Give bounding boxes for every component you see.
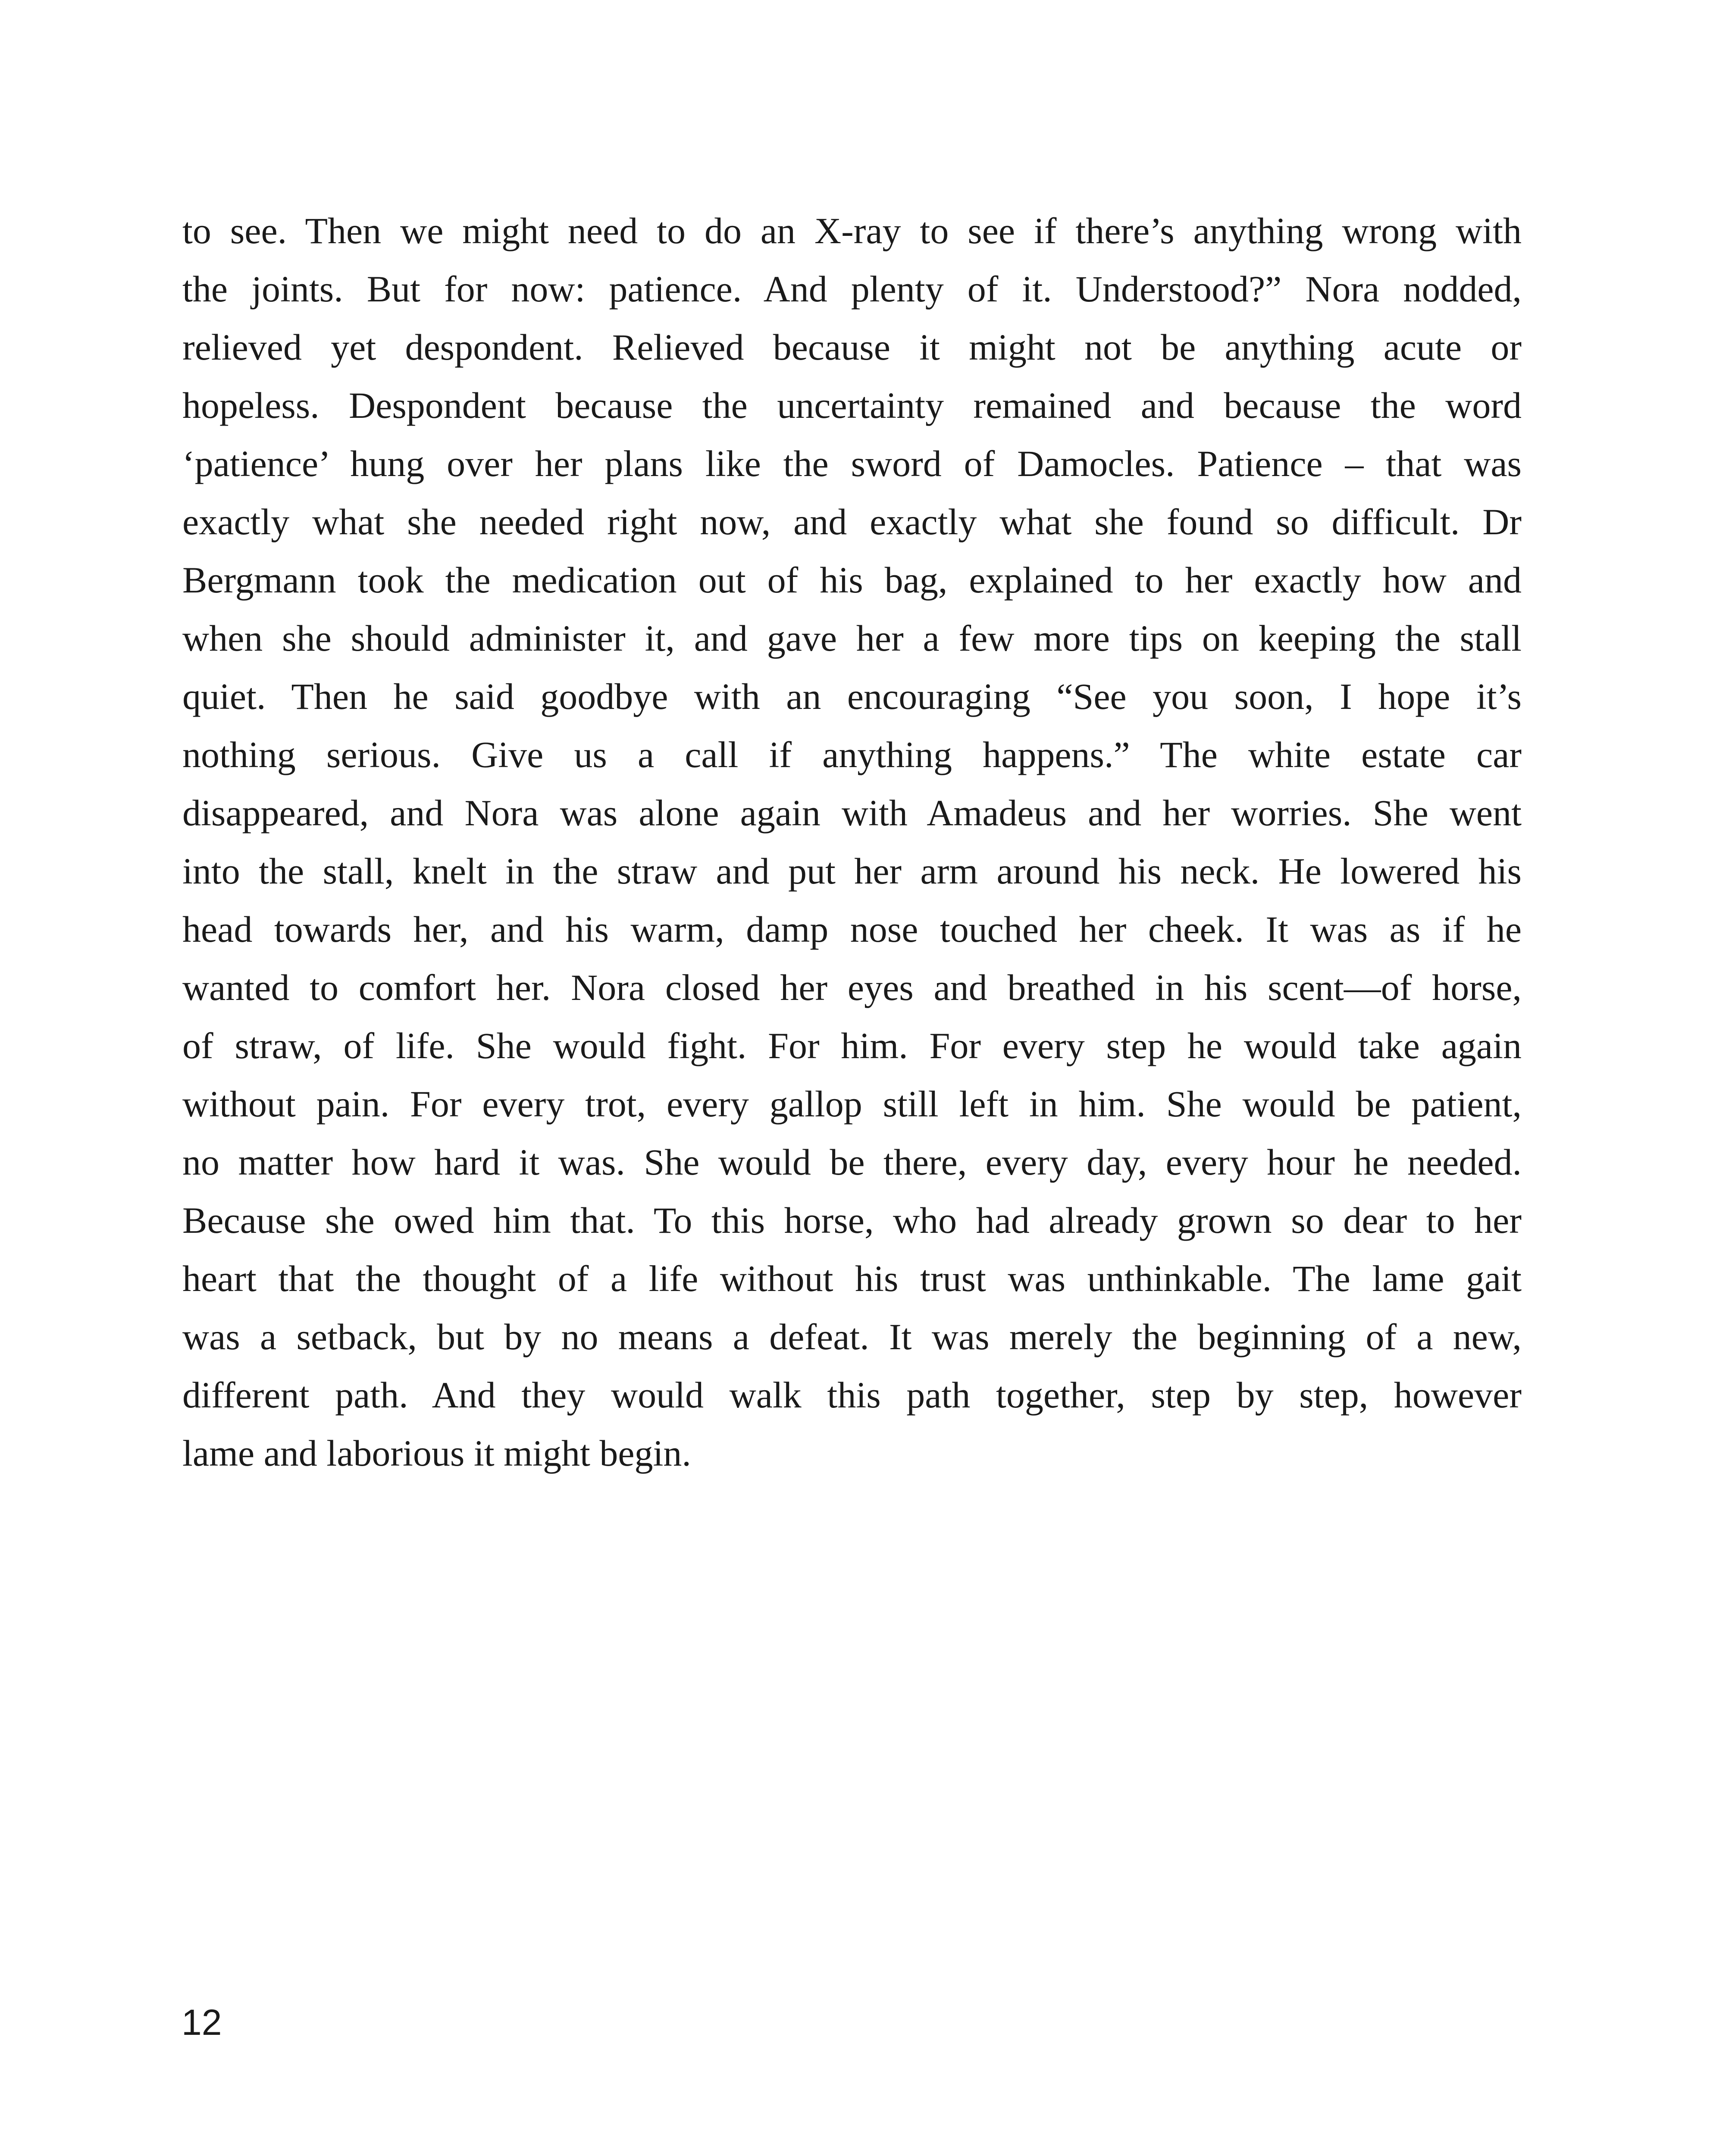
text-line: head towards her, and his warm, damp nose touched her cheek. It was as if he [182, 909, 1522, 950]
text-line: relieved yet despondent. Relieved because it might not be anything acute or [182, 326, 1522, 368]
text-line: of straw, of life. She would fight. For him. For every step he would take again [182, 1025, 1522, 1066]
text-line: when she should administer it, and gave her a few more tips on keeping the stall [182, 617, 1522, 659]
text-line: without pain. For every trot, every gallop still left in him. She would be patient, [182, 1083, 1522, 1125]
text-line: lame and laborious it might begin. [182, 1432, 691, 1474]
text-line: ‘patience’ hung over her plans like the sword of Damocles. Patience – that was [182, 443, 1522, 484]
text-line: no matter how hard it was. She would be there, every day, every hour he needed. [182, 1141, 1522, 1183]
text-line: quiet. Then he said goodbye with an encouraging “See you soon, I hope it’s [182, 676, 1522, 717]
body-paragraph [182, 202, 1522, 1482]
text-line: Because she owed him that. To this horse, who had already grown so dear to her [182, 1200, 1522, 1241]
text-line: wanted to comfort her. Nora closed her eyes and breathed in his scent—of horse, [182, 967, 1522, 1008]
text-line: exactly what she needed right now, and exactly what she found so difficult. Dr [182, 501, 1522, 542]
page-number: 12 [182, 2002, 222, 2043]
text-line: to see. Then we might need to do an X-ray to see if there’s anything wrong with [182, 210, 1522, 251]
text-line: into the stall, knelt in the straw and put her arm around his neck. He lowered his [182, 850, 1522, 892]
text-line: was a setback, but by no means a defeat. It was merely the beginning of a new, [182, 1316, 1522, 1357]
text-line: disappeared, and Nora was alone again with Amadeus and her worries. She went [182, 792, 1522, 834]
text-line: hopeless. Despondent because the uncertainty remained and because the word [182, 385, 1522, 426]
text-line: different path. And they would walk this path together, step by step, however [182, 1374, 1522, 1416]
text-line: nothing serious. Give us a call if anything happens.” The white estate car [182, 734, 1522, 775]
text-line: heart that the thought of a life without his trust was unthinkable. The lame gait [182, 1258, 1522, 1299]
text-line: Bergmann took the medication out of his bag, explained to her exactly how and [182, 559, 1522, 601]
text-line: the joints. But for now: patience. And plenty of it. Understood?” Nora nodded, [182, 268, 1522, 310]
